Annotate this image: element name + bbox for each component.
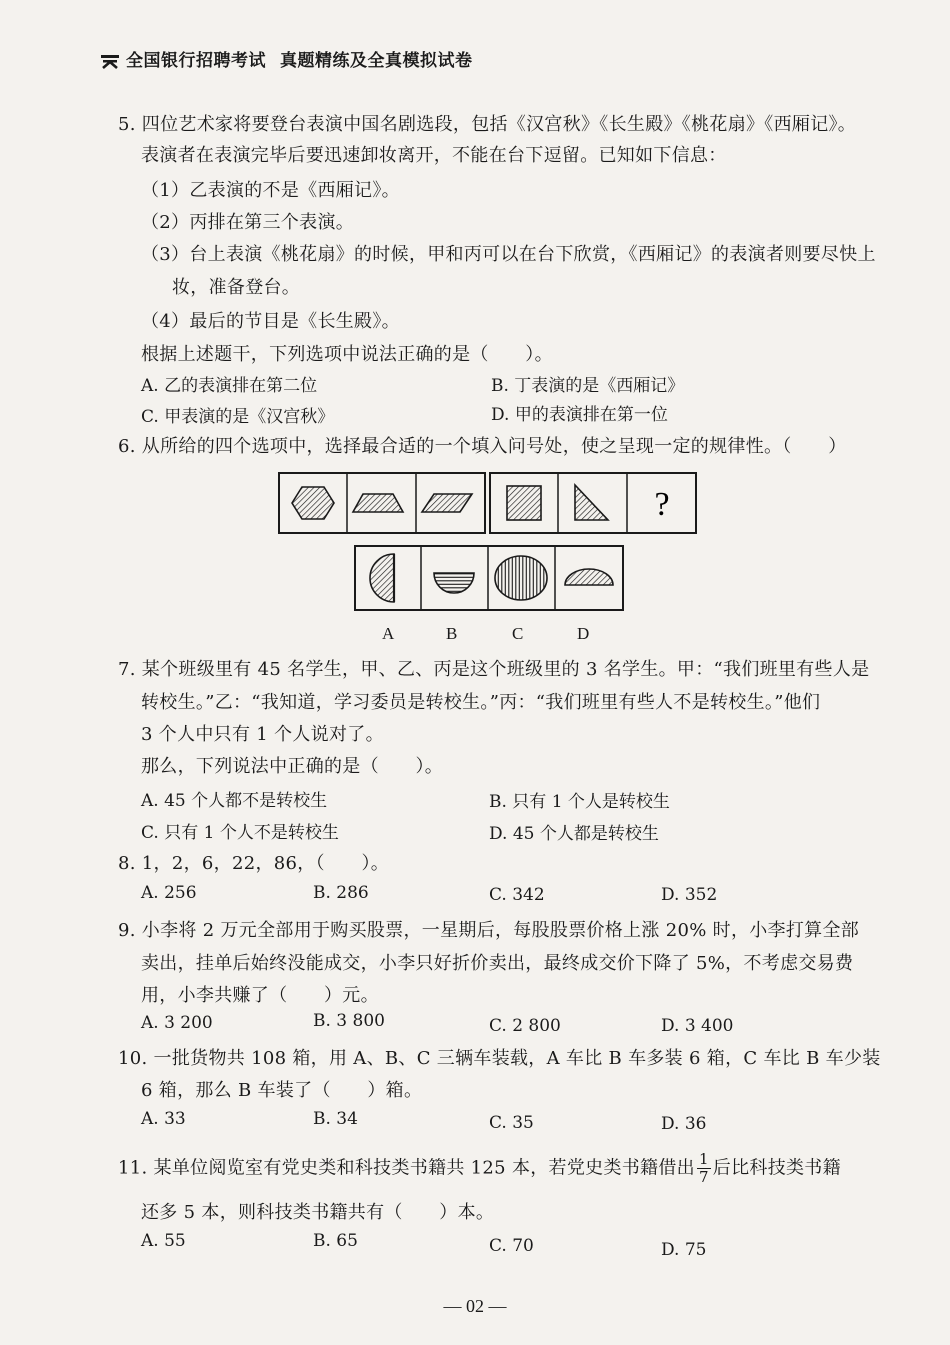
q5-option-c: C. 甲表演的是《汉宫秋》 (141, 407, 335, 427)
q8-option-c: C. 342 (489, 885, 545, 905)
q6-label-d: D (577, 624, 590, 643)
q6-option-a-half-disc (370, 554, 394, 602)
q5-ask: 根据上述题干，下列选项中说法正确的是（ ）。 (141, 344, 553, 365)
q11-stem-line-2: 还多 5 本，则科技类书籍共有（ ）本。 (141, 1202, 495, 1223)
q6-hexagon (292, 487, 334, 519)
q6-triangle (575, 485, 608, 520)
q7-option-d: D. 45 个人都是转校生 (489, 824, 659, 844)
q6-option-b-half-disc (434, 573, 474, 593)
q11-option-b: B. 65 (313, 1231, 358, 1251)
q5-condition-3a: （3）台上表演《桃花扇》的时候，甲和丙可以在台下欣赏，《西厢记》的表演者则要尽快上 (141, 244, 876, 265)
q6-option-d-half-disc (565, 569, 613, 585)
q7-stem-line-3: 3 个人中只有 1 个人说对了。 (141, 724, 384, 745)
q5-stem-line-2: 表演者在表演完毕后要迅速卸妆离开，不能在台下逗留。已知如下信息： (141, 145, 727, 166)
q8-option-a: A. 256 (141, 883, 197, 903)
q6-option-c-ellipse (495, 556, 547, 600)
q7-stem-line-1: 7. 某个班级里有 45 名学生，甲、乙、丙是这个班级里的 3 名学生。甲：“我们班里有些人是 (118, 659, 870, 680)
q6-square (507, 486, 541, 520)
header-book-title: 真题精练及全真模拟试卷 (280, 51, 473, 71)
q11-option-a: A. 55 (141, 1231, 186, 1251)
q6-label-b: B (446, 624, 458, 643)
q11-option-d: D. 75 (661, 1240, 707, 1260)
q6-label-c: C (512, 624, 524, 643)
q9-option-a: A. 3 200 (141, 1013, 213, 1033)
q11-stem-line-1 (118, 1152, 841, 1185)
q11-fraction (697, 1152, 711, 1185)
q9-stem-line-1: 9. 小李将 2 万元全部用于购买股票，一星期后，每股股票价格上涨 20% 时，小李打算全部 (118, 920, 860, 941)
q5-option-d: D. 甲的表演排在第一位 (491, 405, 668, 425)
q11-stem-text-a: 11. 某单位阅览室有党史类和科技类书籍共 125 本，若党史类书籍借出 (118, 1157, 695, 1179)
q5-condition-2: （2）丙排在第三个表演。 (141, 212, 355, 233)
q11-stem-text-b: 后比科技类书籍 (712, 1157, 841, 1179)
q10-option-a: A. 33 (141, 1109, 186, 1129)
q9-option-b: B. 3 800 (313, 1011, 385, 1031)
q9-option-d: D. 3 400 (661, 1016, 734, 1036)
q11-fraction-numerator: 1 (698, 1150, 709, 1168)
q5-condition-4: （4）最后的节目是《长生殿》。 (141, 311, 400, 332)
q7-stem-line-2: 转校生。”乙：“我知道，学习委员是转校生。”丙：“我们班里有些人不是转校生。”他们 (141, 692, 821, 713)
q8-option-d: D. 352 (661, 885, 718, 905)
q6-question-mark: ? (654, 486, 670, 523)
q11-fraction-denominator: 7 (698, 1168, 709, 1186)
q9-stem-line-3: 用，小李共赚了（ ）元。 (141, 985, 379, 1006)
q11-option-c: C. 70 (489, 1236, 534, 1256)
q7-option-a: A. 45 个人都不是转校生 (141, 791, 328, 811)
q5-option-b: B. 丁表演的是《西厢记》 (491, 376, 685, 396)
q10-stem-line-1: 10. 一批货物共 108 箱，用 A、B、C 三辆车装载，A 车比 B 车多装 6 箱，C 车比 B 车少装 (118, 1048, 881, 1069)
q7-option-c: C. 只有 1 个人不是转校生 (141, 823, 339, 843)
q8-option-b: B. 286 (313, 883, 369, 903)
q6-stem: 6. 从所给的四个选项中，选择最合适的一个填入问号处，使之呈现一定的规律性。（ ） (118, 436, 847, 457)
q6-trapezoid (353, 494, 403, 512)
q6-label-a: A (382, 624, 395, 643)
q8-stem: 8. 1，2，6，22，86，（ ）。 (118, 853, 390, 874)
q6-parallelogram (422, 494, 472, 512)
q5-condition-3b: 妆，准备登台。 (172, 277, 301, 298)
q6-sequence-figure (278, 472, 698, 534)
q10-option-d: D. 36 (661, 1114, 707, 1134)
q10-stem-line-2: 6 箱，那么 B 车装了（ ）箱。 (141, 1080, 423, 1101)
q7-ask: 那么，下列说法中正确的是（ ）。 (141, 756, 444, 777)
q6-options-figure (354, 545, 624, 611)
q10-option-b: B. 34 (313, 1109, 358, 1129)
q7-option-b: B. 只有 1 个人是转校生 (489, 792, 670, 812)
page-number: — 02 — (443, 1296, 507, 1316)
q9-stem-line-2: 卖出，挂单后始终没能成交，小李只好折价卖出，最终成交价下降了 5%，不考虑交易费 (141, 953, 854, 974)
q5-stem-line-1: 5. 四位艺术家将要登台表演中国名剧选段，包括《汉宫秋》《长生殿》《桃花扇》《西厢记》。 (118, 114, 857, 135)
q5-option-a: A. 乙的表演排在第二位 (141, 376, 318, 396)
publisher-logo-icon (100, 53, 120, 69)
running-header (100, 46, 473, 71)
q9-option-c: C. 2 800 (489, 1016, 561, 1036)
q10-option-c: C. 35 (489, 1113, 534, 1133)
q5-condition-1: （1）乙表演的不是《西厢记》。 (141, 180, 400, 201)
header-exam-title: 全国银行招聘考试 (126, 51, 266, 71)
